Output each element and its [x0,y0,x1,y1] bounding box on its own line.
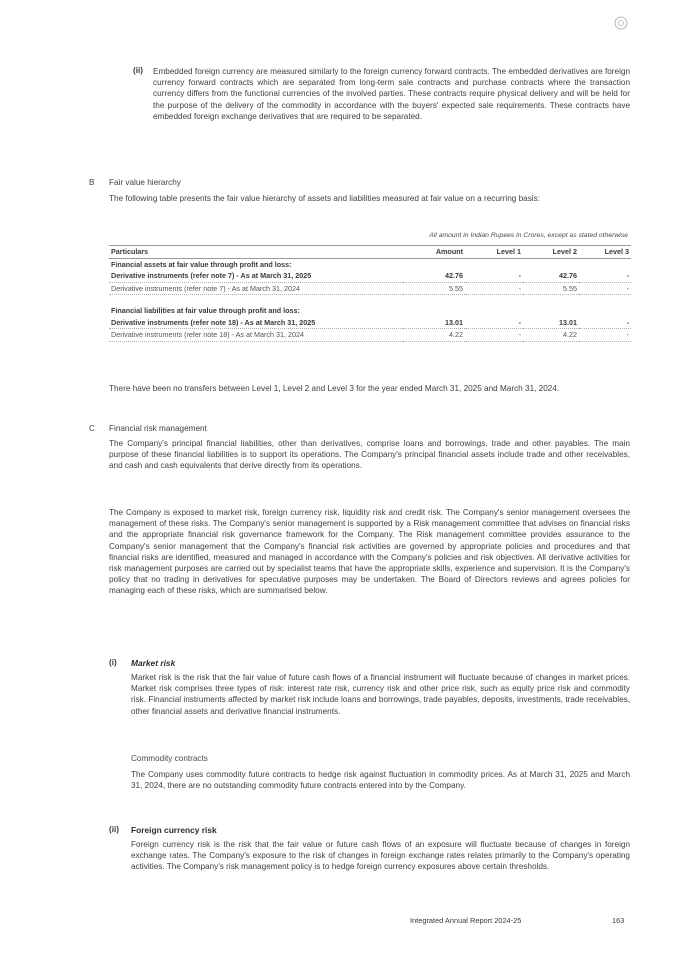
table-row [109,282,631,295]
cell-level1: - [465,317,523,329]
cell-level3: - [579,282,631,295]
market-risk-number: (i) [109,658,117,667]
col-header: Level 1 [465,246,523,259]
cell-level2: 5.55 [523,282,579,295]
cell-amount: 13.01 [403,317,465,329]
section-b-intro: The following table presents the fair value hierarchy of assets and liabilities measured at fair value on a recurring basis: [109,194,540,203]
market-risk-text: Market risk is the risk that the fair value of future cash flows of a financial instrument will fluctuate because of changes in market prices. Market risk comprises three types of risk: interest rate risk, currency risk and other price risk, such as equity price risk and commodity risk. Financial instruments affected by market risk include loans and borrowings, trade payables, deposits, investments, trade receivables, other financial assets and derivative financial instruments. [131,673,630,716]
unit-note: All amount in Indian Rupees in Crores, except as stated otherwise [429,232,628,239]
market-risk-title: Market risk [131,658,176,668]
commodity-contracts-title: Commodity contracts [131,754,208,763]
table-row [109,329,631,342]
cell-level2: 4.22 [523,329,579,342]
cell-level2: 42.76 [523,270,579,282]
spacer-row [109,295,631,306]
section-c-para2: The Company is exposed to market risk, foreign currency risk, liquidity risk and credit risk. The Company's senior management oversees the management of these risks. The Company's senior management is supported by a Risk management committee that advises on financial risks and the appropriate financial risk governance framework for the Company. The Risk management committee provides assurance to the Company's senior management that the Company's financial risk activities are governed by appropriate policies and procedures and that financial risks are identified, measured and managed in accordance with the Company's policies and risk objectives. All derivative activities for risk management purposes are carried out by specialist teams that have the appropriate skills, experience and supervision. It is the Company's policy that no trading in derivatives for speculative purposes may be undertaken. The Board of Directors reviews and agrees policies for managing each of these risks, which are summarised below. [109,508,630,596]
cell-amount: 5.55 [403,282,465,295]
section-c-para1: The Company's principal financial liabilities, other than derivatives, comprise loans and borrowings, trade and other payables. The main purpose of these financial liabilities is to support its operations. The Company's principal financial assets include trade and other receivables, and cash and cash equivalents that derive directly from its operations. [109,439,630,471]
cell-amount: 4.22 [403,329,465,342]
row-label: Derivative instruments (refer note 7) - As at March 31, 2025 [109,270,403,282]
cell-level2: 13.01 [523,317,579,329]
commodity-contracts-text: The Company uses commodity future contracts to hedge risk against fluctuation in commodity prices. As at March 31, 2025 and March 31, 2024, there are no outstanding commodity future contracts entered into by the Company. [131,770,630,791]
group-title: Financial liabilities at fair value through profit and loss: [111,306,300,316]
table-row [109,270,631,282]
fair-value-table [109,245,631,342]
transfers-note: There have been no transfers between Level 1, Level 2 and Level 3 for the year ended March 31, 2025 and March 31, 2024. [109,384,560,393]
col-header: Amount [403,246,465,259]
row-label: Derivative instruments (refer note 18) - As at March 31, 2024 [109,329,403,342]
row-label: Derivative instruments (refer note 18) - As at March 31, 2025 [109,317,403,329]
table-header-row [109,246,631,259]
group-title-row [109,258,631,270]
cell-level3: - [579,270,631,282]
group-title: Financial assets at fair value through profit and loss: [111,259,292,269]
cell-amount: 42.76 [403,270,465,282]
section-b-title: Fair value hierarchy [109,178,181,187]
col-header: Level 3 [579,246,631,259]
section-c-title: Financial risk management [109,424,207,433]
cell-level3: - [579,329,631,342]
fx-risk-text: Foreign currency risk is the risk that the fair value or future cash flows of an exposure will fluctuate because of changes in foreign exchange rates. The Company's exposure to the risk of changes in foreign exchange rates relates primarily to the Company's operating activities. The Company's risk management policy is to hedge foreign currency exposures above certain thresholds. [131,840,630,872]
col-header: Particulars [109,246,403,259]
row-label: Derivative instruments (refer note 7) - As at March 31, 2024 [109,282,403,295]
group-title-row [109,305,631,317]
cell-level1: - [465,329,523,342]
fx-risk-title: Foreign currency risk [131,825,217,835]
item-ii-text: Embedded foreign currency are measured similarly to the foreign currency forward contracts. The embedded derivatives are foreign currency forward contracts which are separated from long-term sale contracts and purchase contracts where the transaction currency differs from the functional currencies of the involved parties. These contracts require physical delivery and will be held for the purpose of the delivery of the commodity in accordance with the buyers' expected sale requirements. These contracts have embedded foreign exchange derivatives that are required to be separated. [153,67,630,121]
fx-risk-number: (ii) [109,825,120,834]
cell-level1: - [465,282,523,295]
cell-level1: - [465,270,523,282]
section-b-letter: B [89,178,95,187]
table-row [109,317,631,329]
footer-page-number: 163 [612,916,625,925]
company-emblem-icon [614,16,628,30]
cell-level3: - [579,317,631,329]
item-ii-number: (ii) [133,66,144,75]
col-header: Level 2 [523,246,579,259]
section-c-letter: C [89,424,95,433]
footer-report-title: Integrated Annual Report 2024-25 [410,916,522,925]
